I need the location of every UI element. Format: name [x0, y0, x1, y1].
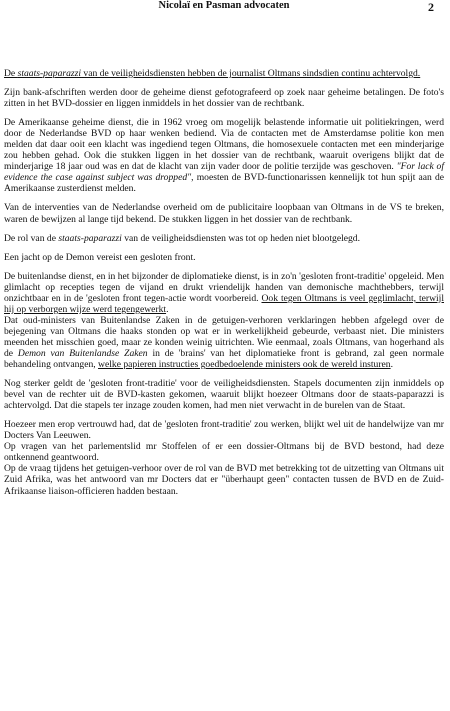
page-header — [4, 0, 444, 14]
paragraph-text: Zijn bank-afschriften werden door de geheime dienst gefotografeerd op zoek naar geheime betalingen. De foto's zitten in het BVD-dossier en liggen inmiddels in het dossier van de rechtbank. — [4, 87, 444, 110]
paragraph — [4, 117, 444, 194]
underlined-text: staats-paparazzi — [17, 68, 82, 79]
paragraph-text: Een jacht op de Demon vereist een gesloten front. — [4, 251, 196, 263]
paragraph-text: Op de vraag tijdens het getuigen-verhoor over de rol van de BVD met betrekking tot de uitzetting van Oltmans uit Zuid Afrika, was het antwoord van mr Docters dat er "überhaupt geen" contacten tussen de BVD en de Zuid-Afrikaanse liaison-officieren hadden bestaan. — [4, 463, 444, 497]
document-body — [4, 68, 444, 497]
paragraph — [4, 233, 444, 244]
header-title: Nicolaï en Pasman advocaten — [158, 0, 290, 11]
italic-text: "For lack of evidence the case against subject was dropped" — [4, 161, 444, 184]
paragraph-text: Van de interventies van de Nederlandse overheid om de publicitaire loopbaan van Oltmans in de VS te breken, waren de bewijzen al lange tijd bekend. De stukken liggen in het dossier van de rechtbank. — [4, 202, 444, 225]
paragraph — [4, 441, 444, 463]
paragraph — [4, 419, 444, 441]
paragraph — [4, 87, 444, 109]
paragraph-text: De rol van de — [4, 232, 59, 244]
paragraph — [4, 68, 444, 79]
paragraph-text: , moesten de BVD-functionarissen kennelijk tot hun spijt aan de Amerikaanse zusterdienst melden. — [4, 172, 444, 195]
paragraph-text: van de veiligheidsdiensten was tot op heden niet blootgelegd. — [121, 232, 360, 244]
italic-text: Demon van Buitenlandse Zaken — [17, 347, 148, 359]
paragraph — [4, 271, 444, 315]
paragraph-text: . — [390, 359, 393, 371]
paragraph-text: Hoezeer men erop vertrouwd had, dat de 'gesloten front-traditie' zou werken, blijkt wel uit de handelwijze van mr Docters Van Leeuwen. — [4, 419, 444, 442]
underlined-text: van de veiligheidsdiensten hebben de journalist Oltmans sindsdien continu achtervolgd. — [81, 68, 421, 79]
paragraph-text: in de 'brains' van het diplomatieke front is gebrand, zal geen normale behandeling ontvangen, — [4, 347, 444, 371]
paragraph-text: Nog sterker geldt de 'gesloten front-traditie' voor de veiligheidsdiensten. Stapels documenten zijn inmiddels op bevel van de rechter uit de BVD-kasten gekomen, waaruit blijkt hoezeer Oltmans door de staats-paparazzi is achtervolgd. Dat die stapels ter inzage zouden komen, had men niet verwacht in de burelen van de Staat. — [4, 378, 444, 412]
paragraph-text: Op vragen van het parlementslid mr Stoffelen of er een dossier-Oltmans bij de BVD bestond, had deze ontkennend geantwoord. — [4, 441, 444, 464]
underlined-text: Ook tegen Oltmans is veel geglimlacht, terwijl hij op verborgen wijze werd tegengewerkt — [4, 292, 444, 315]
paragraph — [4, 202, 444, 224]
paragraph — [4, 378, 444, 411]
paragraph — [4, 463, 444, 496]
paragraph-text: De Amerikaanse geheime dienst, die in 1962 vroeg om mogelijk belastende informatie uit politiekringen, werd door de Nederlandse BVD op haar wenken bediend. Via de contacten met de Amsterdamse politie kon men melden dat daar ooit een klacht was ingediend tegen Oltmans, die homosexuele contacten met een minderjarige zou hebben gehad. Ook die stukken liggen in het dossier van de rechtbank, waaruit overigens blijkt dat de minderjarige 18 jaar oud was en dat de klacht van zijn vader door de politie terzijde was geschoven. — [4, 117, 444, 173]
paragraph-text: . — [166, 303, 169, 315]
underlined-text: De — [4, 68, 18, 79]
paragraph — [4, 252, 444, 263]
paragraph-text: Dat oud-ministers van Buitenlandse Zaken in de getuigen-verhoren verklaringen hebben afgelegd over de bejegening van Oltmans die haaks stonden op wat er in werkelijkheid gebeurde, verbaast niet. Die ministers meenden het misschien goed, maar ze konden weinig uitrichten. Wie eenmaal, zoals Oltmans, van hogerhand als de — [4, 314, 444, 359]
italic-text: staats-paparazzi — [58, 232, 122, 244]
paragraph — [4, 315, 444, 370]
underlined-text: welke papieren instructies goedbedoelende ministers ook de wereld insturen — [98, 359, 391, 371]
paragraph-text: De buitenlandse dienst, en in het bijzonder de diplomatieke dienst, is in zo'n 'gesloten front-traditie' opgeleid. Men glimlacht op recepties tegen de vijand en drukt vriendelijk handen van demonische machthebbers, terwijl onzichtbaar en in de 'gesloten front tegen-actie wordt voorbereid. — [4, 270, 444, 304]
page-number: 2 — [428, 0, 434, 14]
